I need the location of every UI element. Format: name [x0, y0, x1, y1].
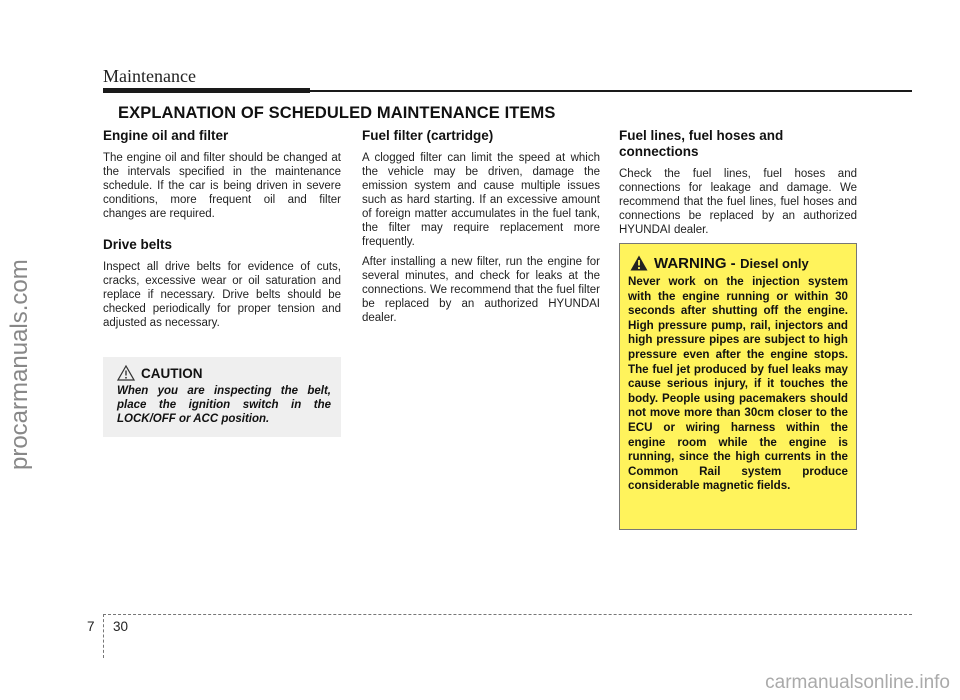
right-column [619, 128, 857, 243]
header-rule-thick [103, 88, 310, 93]
caution-triangle-icon [117, 365, 135, 381]
warning-subtitle: Diesel only [740, 255, 809, 271]
chapter-number: 7 [87, 619, 95, 634]
warning-box [619, 243, 857, 530]
caution-box [103, 357, 341, 437]
section-header: Maintenance [103, 66, 196, 86]
footer-divider [103, 614, 104, 658]
fuel-filter-text-1: A clogged filter can limit the speed at which the vehicle may be driven, damage the emission system and cause multiple issues such as hard starting. If an excessive amount of foreign matter accumulates in the fuel tank, the filter may require replacement more frequently. [362, 152, 600, 248]
fuel-filter-text-2: After installing a new filter, run the engine for several minutes, and check for leaks at the connections. We recommend that the fuel filter be replaced by an authorized HYUNDAI dealer. [362, 256, 600, 324]
fuel-lines-heading: Fuel lines, fuel hoses and connections [619, 128, 784, 159]
caution-text: When you are inspecting the belt, place the ignition switch in the LOCK/OFF or ACC position. [117, 385, 331, 425]
page-number: 30 [113, 619, 129, 634]
fuel-filter-heading: Fuel filter (cartridge) [362, 128, 494, 143]
side-watermark: procarmanuals.com [6, 259, 33, 470]
page-heading: EXPLANATION OF SCHEDULED MAINTENANCE ITEMS [118, 104, 556, 122]
middle-column [362, 128, 600, 331]
header-rule-thin [310, 90, 912, 92]
warning-text: Never work on the injection system with the engine running or within 30 seconds after shutting off the engine. High pressure pump, rail, injectors and high pressure pipes are subject to high pressure even after the engine stops. The fuel jet produced by fuel leaks may cause serious injury, if it touches the body. People using pacemakers should not move more than 30cm closer to the ECU or wiring harness within the engine room while the engine is running, since the high currents in the Common Rail system produce considerable magnetic fields. [628, 275, 848, 493]
engine-oil-heading: Engine oil and filter [103, 128, 229, 143]
warning-title: WARNING - [654, 254, 736, 272]
fuel-lines-text: Check the fuel lines, fuel hoses and connections for leakage and damage. We recommend that the fuel lines, fuel hoses and connections be replaced by an authorized HYUNDAI dealer. [619, 168, 857, 236]
bottom-watermark: carmanualsonline.info [765, 672, 950, 693]
engine-oil-text: The engine oil and filter should be changed at the intervals specified in the maintenance schedule. If the car is being driven in severe conditions, more frequent oil and filter changes are required. [103, 152, 341, 220]
left-column [103, 128, 341, 336]
drive-belts-heading: Drive belts [103, 237, 173, 252]
warning-triangle-icon [630, 255, 648, 271]
drive-belts-text: Inspect all drive belts for evidence of cuts, cracks, excessive wear or oil saturation and replace if necessary. Drive belts should be checked periodically for proper tension and adjusted as necessary. [103, 261, 341, 329]
caution-title: CAUTION [141, 365, 203, 381]
footer-rule [103, 614, 912, 615]
